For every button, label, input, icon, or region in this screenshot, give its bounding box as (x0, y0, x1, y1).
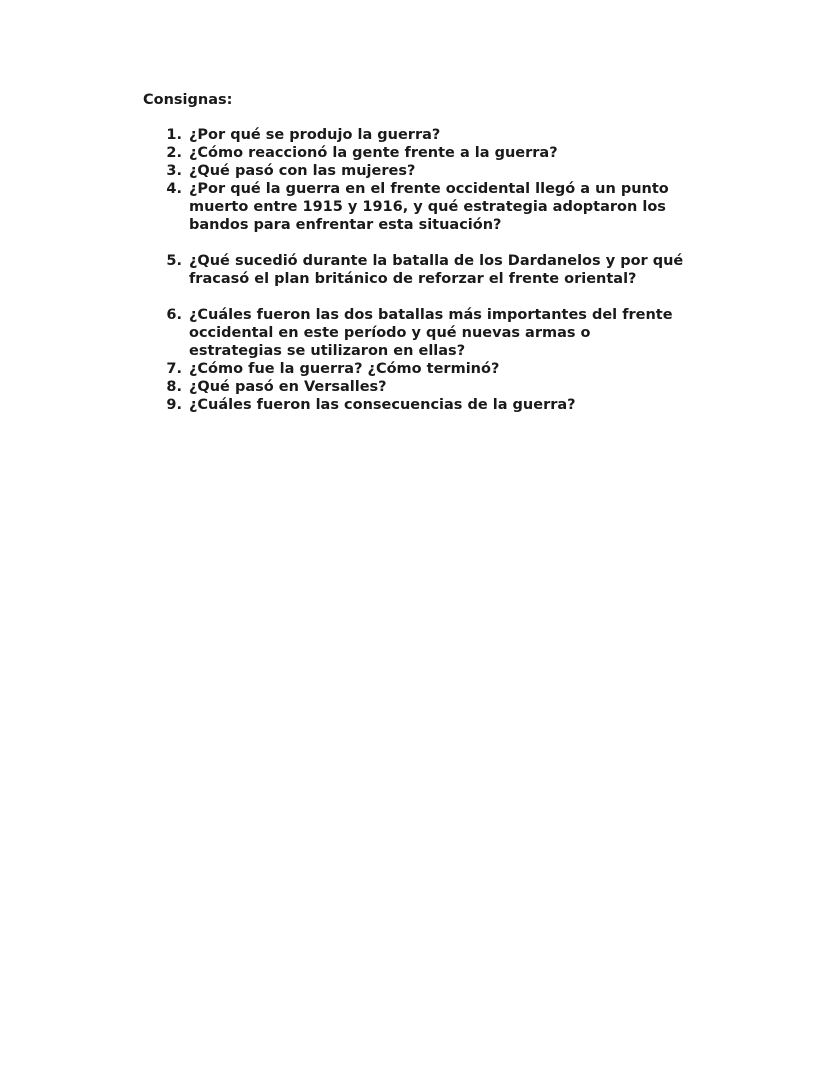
list-item (160, 306, 760, 360)
page-title: Consignas: (143, 92, 233, 108)
list-item (160, 126, 760, 144)
item-text: fracasó el plan británico de reforzar el frente oriental? (189, 271, 637, 287)
item-text: ¿Qué pasó en Versalles? (189, 379, 387, 395)
item-number: 7. (166, 361, 182, 377)
item-number: 8. (166, 379, 182, 395)
item-number: 6. (166, 307, 182, 323)
item-number: 5. (166, 253, 182, 269)
list-item (160, 396, 760, 414)
item-text: ¿Cómo reaccionó la gente frente a la guerra? (189, 145, 558, 161)
item-text: ¿Cuáles fueron las dos batallas más importantes del frente (189, 307, 673, 323)
item-text: ¿Por qué se produjo la guerra? (189, 127, 441, 143)
item-text: ¿Cómo fue la guerra? ¿Cómo terminó? (189, 361, 500, 377)
list-item (160, 360, 760, 378)
list-item (160, 378, 760, 396)
item-number: 9. (166, 397, 182, 413)
item-text: occidental en este período y qué nuevas armas o (189, 325, 591, 341)
item-text: ¿Qué sucedió durante la batalla de los Dardanelos y por qué (189, 253, 684, 269)
item-number: 3. (166, 163, 182, 179)
item-number: 4. (166, 181, 182, 197)
list-item (160, 162, 760, 180)
list-item (160, 144, 760, 162)
list-item (160, 180, 760, 234)
item-number: 2. (166, 145, 182, 161)
item-number: 1. (166, 127, 182, 143)
item-text: ¿Cuáles fueron las consecuencias de la guerra? (189, 397, 576, 413)
item-text: ¿Qué pasó con las mujeres? (189, 163, 416, 179)
list-item (160, 252, 760, 288)
item-text: bandos para enfrentar esta situación? (189, 217, 502, 233)
item-text: ¿Por qué la guerra en el frente occidental llegó a un punto (189, 181, 669, 197)
item-text: estrategias se utilizaron en ellas? (189, 343, 466, 359)
item-text: muerto entre 1915 y 1916, y qué estrategia adoptaron los (189, 199, 666, 215)
question-list (160, 126, 760, 414)
